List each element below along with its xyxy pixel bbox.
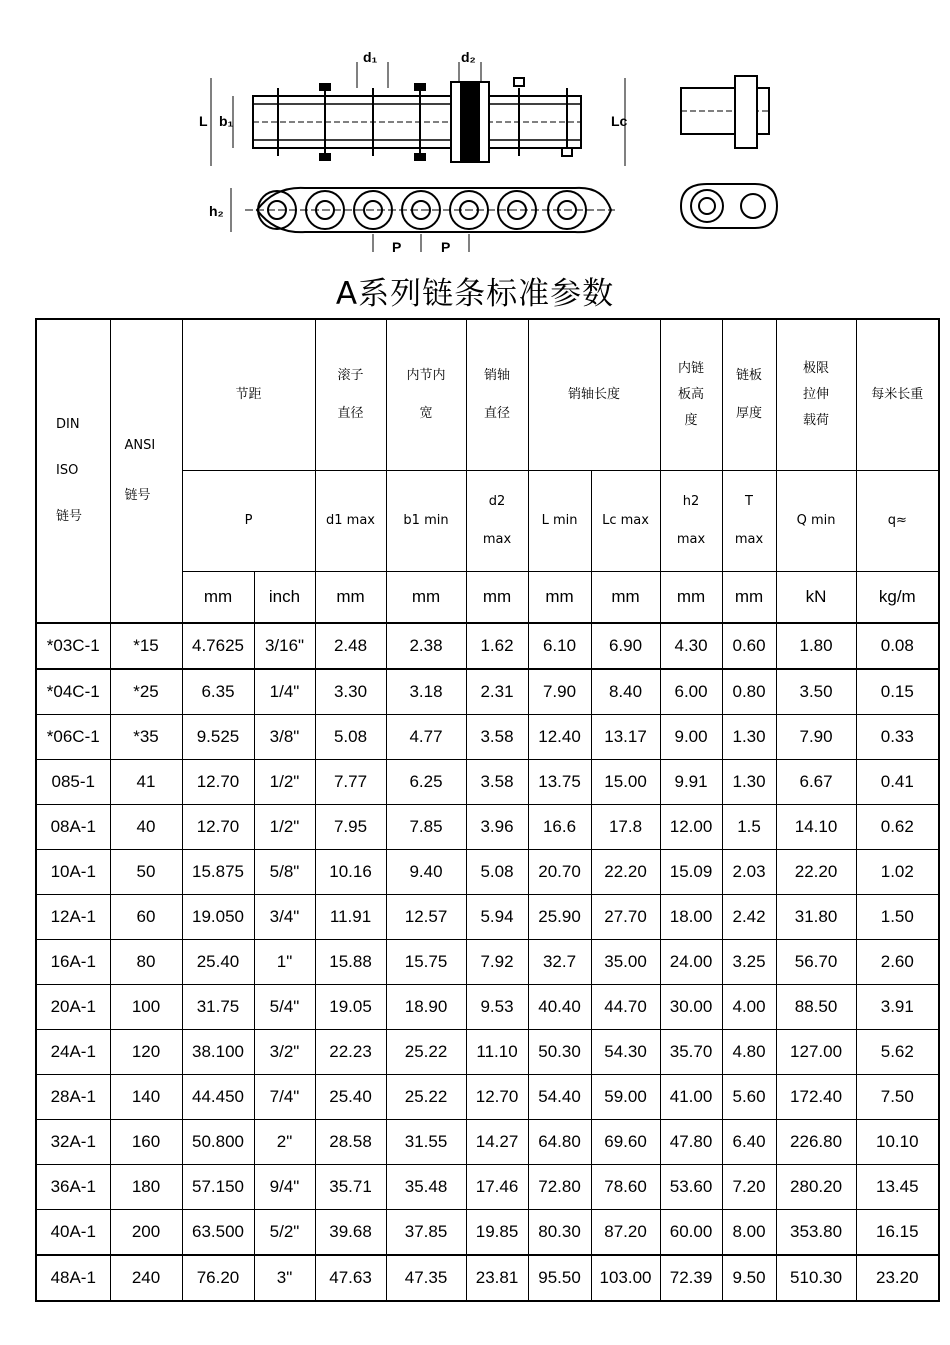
table-cell: 60.00	[660, 1210, 722, 1256]
table-row	[36, 985, 939, 1030]
table-cell: 4.77	[386, 715, 466, 760]
table-cell: 11.91	[315, 895, 386, 940]
table-cell: 80.30	[528, 1210, 591, 1256]
table-cell: 7.50	[856, 1075, 939, 1120]
diagram-label-h2: h₂	[209, 203, 224, 219]
table-cell: 200	[110, 1210, 182, 1256]
table-cell: 2.42	[722, 895, 776, 940]
table-cell: 3"	[254, 1255, 315, 1301]
table-cell: 72.80	[528, 1165, 591, 1210]
unit-cell: inch	[254, 572, 315, 624]
table-cell: 25.90	[528, 895, 591, 940]
table-cell: 1/2"	[254, 805, 315, 850]
unit-cell: kN	[776, 572, 856, 624]
table-cell: 7.90	[776, 715, 856, 760]
table-cell: 280.20	[776, 1165, 856, 1210]
table-cell: 8.00	[722, 1210, 776, 1256]
table-cell: 3.96	[466, 805, 528, 850]
table-cell: 47.35	[386, 1255, 466, 1301]
header-load-cn: 极限 拉伸 载荷	[776, 319, 856, 471]
table-cell: 25.40	[182, 940, 254, 985]
table-cell: 13.75	[528, 760, 591, 805]
table-cell: 19.050	[182, 895, 254, 940]
table-cell: 24.00	[660, 940, 722, 985]
header-inner-sym: b1 min	[386, 471, 466, 572]
table-cell: 4.30	[660, 623, 722, 669]
table-cell: 87.20	[591, 1210, 660, 1256]
header-roller-sym: d1 max	[315, 471, 386, 572]
table-cell: 39.68	[315, 1210, 386, 1256]
table-cell: 9/4"	[254, 1165, 315, 1210]
unit-cell: mm	[466, 572, 528, 624]
table-row	[36, 1120, 939, 1165]
table-cell: 100	[110, 985, 182, 1030]
table-cell: 16.15	[856, 1210, 939, 1256]
chain-spec-table	[35, 318, 940, 1302]
table-cell: 95.50	[528, 1255, 591, 1301]
table-cell: *15	[110, 623, 182, 669]
header-pinlen-cn: 销轴长度	[528, 319, 660, 471]
table-cell: 7.92	[466, 940, 528, 985]
table-cell: *03C-1	[36, 623, 110, 669]
table-cell: 15.75	[386, 940, 466, 985]
table-cell: 0.15	[856, 669, 939, 715]
table-cell: 6.40	[722, 1120, 776, 1165]
table-cell: 6.35	[182, 669, 254, 715]
header-pinlen-sym2: Lc max	[591, 471, 660, 572]
table-cell: 40	[110, 805, 182, 850]
diagram-label-b1: b₁	[219, 113, 234, 129]
table-cell: 5.08	[315, 715, 386, 760]
table-cell: 18.00	[660, 895, 722, 940]
table-cell: 5/4"	[254, 985, 315, 1030]
table-cell: 13.45	[856, 1165, 939, 1210]
table-cell: 1.30	[722, 715, 776, 760]
table-cell: 10.16	[315, 850, 386, 895]
header-ansi-chainno: 链号	[124, 488, 151, 503]
diagram-label-L: L	[199, 113, 208, 129]
table-cell: 20A-1	[36, 985, 110, 1030]
header-pinlen-sym1: L min	[528, 471, 591, 572]
table-cell: 7/4"	[254, 1075, 315, 1120]
table-cell: 1.80	[776, 623, 856, 669]
unit-cell: mm	[182, 572, 254, 624]
table-cell: 7.85	[386, 805, 466, 850]
table-cell: 5.62	[856, 1030, 939, 1075]
table-cell: 7.90	[528, 669, 591, 715]
table-cell: 12.70	[466, 1075, 528, 1120]
header-load-sym: Q min	[776, 471, 856, 572]
table-cell: 25.40	[315, 1075, 386, 1120]
table-cell: 4.7625	[182, 623, 254, 669]
table-row	[36, 760, 939, 805]
table-cell: 0.33	[856, 715, 939, 760]
table-cell: 44.450	[182, 1075, 254, 1120]
table-cell: 31.80	[776, 895, 856, 940]
table-cell: 37.85	[386, 1210, 466, 1256]
table-row	[36, 623, 939, 669]
table-cell: 30.00	[660, 985, 722, 1030]
table-cell: 44.70	[591, 985, 660, 1030]
table-cell: 2.48	[315, 623, 386, 669]
table-row	[36, 850, 939, 895]
diagram-label-p2: P	[441, 239, 451, 255]
table-cell: 3/16"	[254, 623, 315, 669]
table-cell: 40.40	[528, 985, 591, 1030]
table-cell: 54.40	[528, 1075, 591, 1120]
table-cell: 5.60	[722, 1075, 776, 1120]
table-cell: 3/2"	[254, 1030, 315, 1075]
table-row	[36, 805, 939, 850]
table-cell: 8.40	[591, 669, 660, 715]
table-cell: 31.55	[386, 1120, 466, 1165]
table-cell: 180	[110, 1165, 182, 1210]
table-cell: 4.00	[722, 985, 776, 1030]
table-row	[36, 1210, 939, 1256]
table-cell: 32.7	[528, 940, 591, 985]
table-cell: 53.60	[660, 1165, 722, 1210]
table-cell: 6.90	[591, 623, 660, 669]
table-row	[36, 895, 939, 940]
table-cell: 7.95	[315, 805, 386, 850]
table-cell: 35.70	[660, 1030, 722, 1075]
unit-cell: mm	[386, 572, 466, 624]
table-cell: 160	[110, 1120, 182, 1165]
table-cell: 3.50	[776, 669, 856, 715]
table-cell: 127.00	[776, 1030, 856, 1075]
diagram-label-Lc: Lc	[611, 113, 628, 129]
header-din-chainno: 链号	[56, 509, 83, 525]
table-cell: 23.81	[466, 1255, 528, 1301]
table-cell: 40A-1	[36, 1210, 110, 1256]
header-pitch-sym: P	[182, 471, 315, 572]
table-cell: 9.40	[386, 850, 466, 895]
table-cell: 353.80	[776, 1210, 856, 1256]
diagram-label-d2: d₂	[461, 49, 476, 65]
table-cell: 1.5	[722, 805, 776, 850]
table-cell: 3.30	[315, 669, 386, 715]
header-inner-cn: 内节内 宽	[386, 319, 466, 471]
table-cell: 3.58	[466, 760, 528, 805]
header-pitch-cn: 节距	[182, 319, 315, 471]
table-cell: 140	[110, 1075, 182, 1120]
header-plateh-sym: h2 max	[660, 471, 722, 572]
table-cell: 76.20	[182, 1255, 254, 1301]
header-pin-sym: d2 max	[466, 471, 528, 572]
table-cell: 3/8"	[254, 715, 315, 760]
table-cell: 47.80	[660, 1120, 722, 1165]
header-din: DIN	[56, 416, 80, 432]
table-cell: 35.00	[591, 940, 660, 985]
table-cell: 25.22	[386, 1075, 466, 1120]
table-cell: 28A-1	[36, 1075, 110, 1120]
unit-cell: mm	[528, 572, 591, 624]
unit-cell: mm	[591, 572, 660, 624]
table-cell: 3.58	[466, 715, 528, 760]
table-cell: 2.31	[466, 669, 528, 715]
unit-cell: mm	[315, 572, 386, 624]
table-cell: 1.50	[856, 895, 939, 940]
table-cell: 510.30	[776, 1255, 856, 1301]
table-cell: 31.75	[182, 985, 254, 1030]
table-cell: 78.60	[591, 1165, 660, 1210]
table-cell: 6.67	[776, 760, 856, 805]
table-cell: 6.25	[386, 760, 466, 805]
header-din-iso	[36, 319, 110, 623]
table-cell: 20.70	[528, 850, 591, 895]
header-weight-cn: 每米长重	[856, 319, 939, 471]
table-cell: 25.22	[386, 1030, 466, 1075]
table-cell: 41.00	[660, 1075, 722, 1120]
table-cell: 48A-1	[36, 1255, 110, 1301]
table-cell: *06C-1	[36, 715, 110, 760]
table-cell: 9.525	[182, 715, 254, 760]
table-cell: 22.20	[776, 850, 856, 895]
table-cell: 9.53	[466, 985, 528, 1030]
diagram-label-p1: P	[392, 239, 402, 255]
table-cell: 103.00	[591, 1255, 660, 1301]
table-cell: 17.8	[591, 805, 660, 850]
table-cell: 22.20	[591, 850, 660, 895]
header-platet-sym: T max	[722, 471, 776, 572]
page-title: A系列链条标准参数	[335, 276, 615, 312]
table-cell: 9.50	[722, 1255, 776, 1301]
table-cell: 12.40	[528, 715, 591, 760]
table-cell: 27.70	[591, 895, 660, 940]
table-body	[36, 623, 939, 1301]
table-cell: 63.500	[182, 1210, 254, 1256]
table-cell: 085-1	[36, 760, 110, 805]
table-cell: 0.62	[856, 805, 939, 850]
table-cell: 9.91	[660, 760, 722, 805]
table-cell: 1"	[254, 940, 315, 985]
table-cell: 1/2"	[254, 760, 315, 805]
header-plateh-cn: 内链 板高 度	[660, 319, 722, 471]
table-cell: 35.48	[386, 1165, 466, 1210]
table-cell: 3.91	[856, 985, 939, 1030]
table-cell: 38.100	[182, 1030, 254, 1075]
table-cell: 50.800	[182, 1120, 254, 1165]
table-cell: 10.10	[856, 1120, 939, 1165]
table-cell: 19.05	[315, 985, 386, 1030]
header-pin-cn: 销轴 直径	[466, 319, 528, 471]
table-cell: 14.27	[466, 1120, 528, 1165]
table-cell: 12.00	[660, 805, 722, 850]
table-cell: 64.80	[528, 1120, 591, 1165]
table-cell: 56.70	[776, 940, 856, 985]
table-cell: 23.20	[856, 1255, 939, 1301]
table-cell: 28.58	[315, 1120, 386, 1165]
table-cell: 32A-1	[36, 1120, 110, 1165]
table-row	[36, 669, 939, 715]
table-cell: *35	[110, 715, 182, 760]
table-cell: 0.60	[722, 623, 776, 669]
unit-cell: mm	[660, 572, 722, 624]
table-cell: 15.875	[182, 850, 254, 895]
table-cell: 12A-1	[36, 895, 110, 940]
table-cell: 1.30	[722, 760, 776, 805]
header-weight-sym: q≈	[856, 471, 939, 572]
table-cell: 226.80	[776, 1120, 856, 1165]
table-cell: 5.94	[466, 895, 528, 940]
table-row	[36, 1165, 939, 1210]
table-cell: 50	[110, 850, 182, 895]
table-cell: 5/2"	[254, 1210, 315, 1256]
unit-cell: kg/m	[856, 572, 939, 624]
table-cell: 1.02	[856, 850, 939, 895]
table-cell: 19.85	[466, 1210, 528, 1256]
table-cell: 16A-1	[36, 940, 110, 985]
table-cell: 2"	[254, 1120, 315, 1165]
table-cell: 2.60	[856, 940, 939, 985]
table-cell: 3.18	[386, 669, 466, 715]
table-cell: 1/4"	[254, 669, 315, 715]
table-cell: 5.08	[466, 850, 528, 895]
table-cell: 36A-1	[36, 1165, 110, 1210]
table-cell: 16.6	[528, 805, 591, 850]
table-cell: 5/8"	[254, 850, 315, 895]
table-cell: 2.03	[722, 850, 776, 895]
table-cell: 1.62	[466, 623, 528, 669]
table-cell: 172.40	[776, 1075, 856, 1120]
table-cell: *25	[110, 669, 182, 715]
table-cell: 11.10	[466, 1030, 528, 1075]
header-roller-cn: 滚子 直径	[315, 319, 386, 471]
table-cell: 47.63	[315, 1255, 386, 1301]
table-cell: 18.90	[386, 985, 466, 1030]
table-row	[36, 1255, 939, 1301]
table-row	[36, 1030, 939, 1075]
table-cell: 15.09	[660, 850, 722, 895]
table-cell: 15.88	[315, 940, 386, 985]
header-platet-cn: 链板 厚度	[722, 319, 776, 471]
table-cell: 3/4"	[254, 895, 315, 940]
table-cell: 69.60	[591, 1120, 660, 1165]
table-cell: 72.39	[660, 1255, 722, 1301]
table-cell: 12.70	[182, 805, 254, 850]
table-cell: 15.00	[591, 760, 660, 805]
table-cell: 57.150	[182, 1165, 254, 1210]
table-cell: 120	[110, 1030, 182, 1075]
table-row	[36, 1075, 939, 1120]
table-cell: 14.10	[776, 805, 856, 850]
table-cell: 17.46	[466, 1165, 528, 1210]
table-cell: 60	[110, 895, 182, 940]
table-cell: 3.25	[722, 940, 776, 985]
table-cell: 0.08	[856, 623, 939, 669]
table-cell: 24A-1	[36, 1030, 110, 1075]
table-cell: 7.20	[722, 1165, 776, 1210]
unit-cell: mm	[722, 572, 776, 624]
table-cell: 35.71	[315, 1165, 386, 1210]
table-cell: 6.10	[528, 623, 591, 669]
chain-technical-diagram	[195, 48, 795, 263]
header-ansi	[110, 319, 182, 623]
table-cell: 88.50	[776, 985, 856, 1030]
table-cell: 2.38	[386, 623, 466, 669]
table-cell: 4.80	[722, 1030, 776, 1075]
table-cell: 240	[110, 1255, 182, 1301]
table-row	[36, 940, 939, 985]
table-row	[36, 715, 939, 760]
table-cell: 9.00	[660, 715, 722, 760]
table-cell: 12.57	[386, 895, 466, 940]
table-cell: 54.30	[591, 1030, 660, 1075]
table-cell: 0.80	[722, 669, 776, 715]
header-ansi-label: ANSI	[124, 437, 156, 453]
table-cell: *04C-1	[36, 669, 110, 715]
table-cell: 80	[110, 940, 182, 985]
table-cell: 08A-1	[36, 805, 110, 850]
table-cell: 13.17	[591, 715, 660, 760]
table-header	[36, 319, 939, 623]
table-cell: 50.30	[528, 1030, 591, 1075]
table-cell: 59.00	[591, 1075, 660, 1120]
table-cell: 0.41	[856, 760, 939, 805]
header-iso: ISO	[56, 462, 79, 478]
table-cell: 41	[110, 760, 182, 805]
table-cell: 7.77	[315, 760, 386, 805]
table-cell: 12.70	[182, 760, 254, 805]
table-cell: 22.23	[315, 1030, 386, 1075]
table-cell: 10A-1	[36, 850, 110, 895]
diagram-label-d1: d₁	[363, 49, 378, 65]
table-cell: 6.00	[660, 669, 722, 715]
